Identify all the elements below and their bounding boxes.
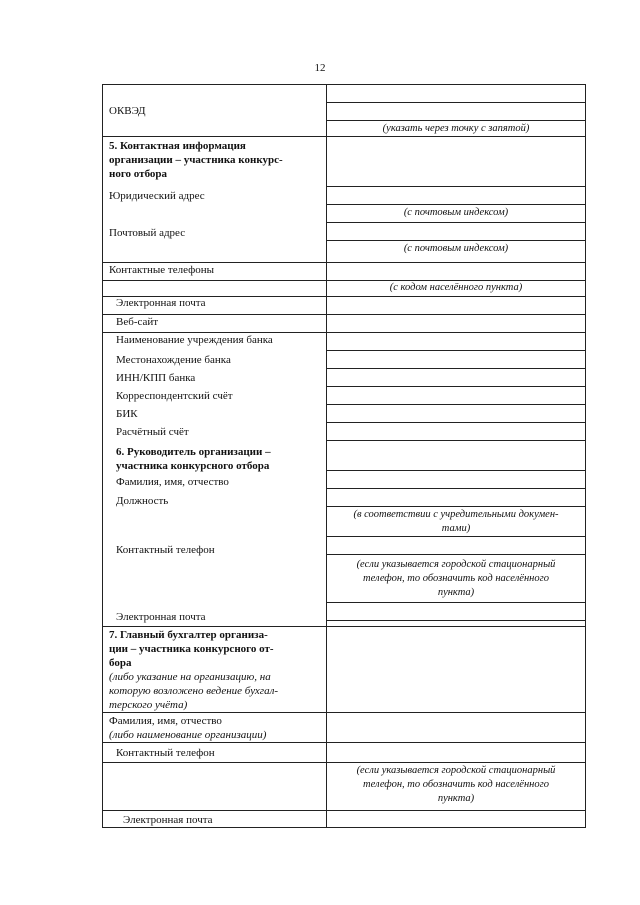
section-5-title: 5. Контактная информация xyxy=(109,140,246,152)
table-border-bottom xyxy=(102,827,586,828)
field-line xyxy=(326,404,586,405)
label-accountant-fio: Фамилия, имя, отчество xyxy=(109,715,222,727)
note-head-phone: (если указывается городской стационарный xyxy=(356,559,556,570)
note-accountant-phone: телефон, то обозначить код населённого xyxy=(363,779,549,790)
row-separator xyxy=(102,712,586,713)
section-6-title: участника конкурсного отбора xyxy=(116,460,270,472)
label-bank-location: Местонахождение банка xyxy=(116,354,231,366)
field-line xyxy=(326,204,586,205)
label-bank-name: Наименование учреждения банка xyxy=(116,334,273,346)
field-line xyxy=(326,102,586,103)
row-separator xyxy=(102,810,586,811)
label-head-position: Должность xyxy=(116,495,169,507)
application-form-table xyxy=(102,84,586,828)
row-separator xyxy=(102,742,586,743)
note-position: тами) xyxy=(441,523,471,534)
section-5-title: ного отбора xyxy=(109,168,168,180)
note-head-phone: пункта) xyxy=(437,587,475,598)
note-postal-index: (с почтовым индексом) xyxy=(403,207,509,218)
note-head-phone: телефон, то обозначить код населённого xyxy=(363,573,549,584)
label-legal-address: Юридический адрес xyxy=(109,190,205,202)
section-7-title: бора xyxy=(109,657,132,669)
field-line xyxy=(326,186,586,187)
label-accountant-email: Электронная почта xyxy=(123,814,213,826)
field-line xyxy=(326,422,586,423)
row-separator xyxy=(102,332,586,333)
field-line xyxy=(326,506,586,507)
label-accountant-phone: Контактный телефон xyxy=(116,747,215,759)
label-head-fio: Фамилия, имя, отчество xyxy=(116,476,229,488)
field-line xyxy=(326,536,586,537)
field-line xyxy=(326,602,586,603)
label-accountant-fio-note: (либо наименование организации) xyxy=(109,729,267,741)
field-line xyxy=(326,368,586,369)
label-website: Веб-сайт xyxy=(116,316,159,328)
section-7-note: которую возложено ведение бухгал- xyxy=(109,685,279,697)
label-contact-phones: Контактные телефоны xyxy=(109,264,215,276)
table-border-right xyxy=(585,84,586,828)
field-line xyxy=(326,222,586,223)
field-line xyxy=(326,386,586,387)
section-7-note: (либо указание на организацию, на xyxy=(109,671,271,683)
label-corr-account: Корреспондентский счёт xyxy=(116,390,233,402)
section-7-note: терского учёта) xyxy=(109,699,188,711)
label-head-email: Электронная почта xyxy=(116,611,206,623)
field-line xyxy=(326,240,586,241)
section-7-title: 7. Главный бухгалтер организа- xyxy=(109,629,268,641)
field-line xyxy=(326,488,586,489)
table-border-left xyxy=(102,84,103,828)
row-separator xyxy=(102,262,586,263)
label-email: Электронная почта xyxy=(116,297,206,309)
column-divider xyxy=(326,84,327,828)
row-separator xyxy=(102,762,586,763)
row-separator xyxy=(102,626,586,627)
row-separator xyxy=(102,314,586,315)
label-bank-inn-kpp: ИНН/КПП банка xyxy=(116,372,196,384)
section-5-title: организации – участника конкурс- xyxy=(109,154,283,166)
label-head-phone: Контактный телефон xyxy=(116,544,215,556)
note-okved: (указать через точку с запятой) xyxy=(382,123,530,134)
note-accountant-phone: пункта) xyxy=(437,793,475,804)
section-6-title: 6. Руководитель организации – xyxy=(116,446,271,458)
row-separator xyxy=(102,136,586,137)
table-border-top xyxy=(102,84,586,85)
note-city-code: (с кодом населённого пункта) xyxy=(389,282,523,293)
label-postal-address: Почтовый адрес xyxy=(109,227,186,239)
section-7-title: ции – участника конкурсного от- xyxy=(109,643,274,655)
label-okved: ОКВЭД xyxy=(109,105,146,117)
field-line xyxy=(326,440,586,441)
label-bik: БИК xyxy=(116,408,138,420)
field-line xyxy=(326,554,586,555)
note-position: (в соответствии с учредительными докумен- xyxy=(353,509,559,520)
label-settlement-account: Расчётный счёт xyxy=(116,426,189,438)
page-number: 12 xyxy=(314,62,326,74)
field-line xyxy=(326,620,586,621)
note-accountant-phone: (если указывается городской стационарный xyxy=(356,765,556,776)
field-line xyxy=(326,350,586,351)
field-line xyxy=(326,120,586,121)
field-line xyxy=(326,470,586,471)
note-postal-index: (с почтовым индексом) xyxy=(403,243,509,254)
